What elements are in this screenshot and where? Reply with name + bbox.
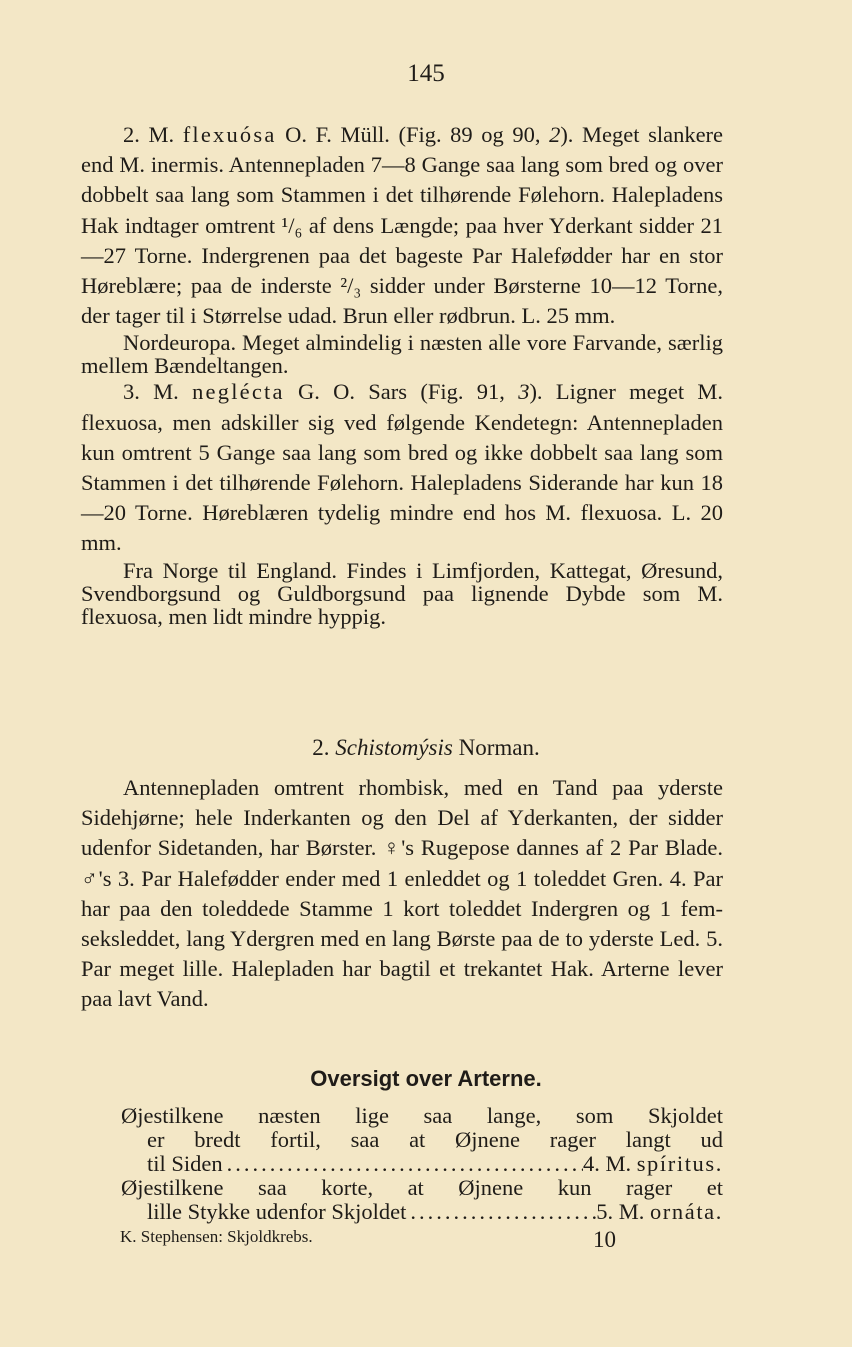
genus-name: Schistomýsis [335,735,453,760]
species-2-name: flexuósa [182,122,277,147]
genus-number: 2. [312,735,330,760]
page-number: 145 [407,60,445,87]
footer-author: K. Stephensen: Skjoldkrebs. [120,1227,313,1246]
species-2-paragraph [81,120,723,331]
species-2-distribution: Nordeuropa. Meget almindelig i næsten alle vore Farvande, særlig mellem Bændeltangen. [81,330,723,379]
key-entry-1-result-number: 4. M. [582,1151,632,1176]
species-section [81,120,723,628]
species-3-genus: M. [153,379,179,405]
genus-section [81,773,723,1015]
leader-dots [223,1152,583,1176]
key-entry-1-text: til Siden [147,1151,223,1176]
species-3-name: neglécta [192,379,285,405]
signature-mark: 10 [593,1227,616,1252]
leader-dots [406,1200,596,1224]
key-entry-2-line-1: Øjestilkene saa korte, at Øjnene kun rager et [121,1175,723,1200]
species-2-fig-number: 2 [549,122,561,147]
genus-description: Antennepladen omtrent rhombisk, med en Tand paa yderste Sidehjørne; hele Inderkanten og den Del af Yderkanten, der sidder udenfor Sidetanden, har Børster. ♀'s Rugepose dannes af 2 Par Blade. ♂'s 3. Par Halefødder ender med 1 enleddet og 1 toleddet Gren. 4. Par har paa den toleddede Stamme 1 kort toleddet Indergren og 1 fem-seksleddet, lang Ydergren med en lang Børste paa de to yderste Led. 5. Par meget lille. Halepladen har bagtil et trekantet Hak. Arterne lever paa lavt Vand. [81,775,723,1012]
key-entry-2-result [596,1200,723,1224]
key-entry-1-line-1: Øjestilkene næsten lige saa lange, som Skjoldet [121,1103,723,1128]
species-2-number: 2. [123,122,140,147]
key-entry-2-result-number: 5. M. [596,1199,645,1224]
species-2-text-start: O. F. Müll. (Fig. 89 og 90, [285,122,541,147]
key-entry-2-line-2 [121,1200,723,1224]
key-entry-1-result-name: spíritus. [636,1151,723,1176]
key-entry-2-text: lille Stykke udenfor Skjoldet [147,1199,407,1224]
species-3-distribution: Fra Norge til England. Findes i Limfjorden, Kattegat, Øresund, Svendborgsund og Guldborgsund paa lignende Dybde som M. flexuosa, men lidt mindre hyppig. [81,557,723,629]
genus-author: Norman. [458,735,540,760]
species-3-fig-number: 3 [518,379,530,405]
species-2-genus: M. [148,122,175,147]
key-entry-1-result [583,1152,723,1176]
species-3-number: 3. [123,379,140,405]
species-2-text: ). Meget slankere end M. inermis. Antennepladen 7—8 Gange saa lang som bred og over dobbelt saa lang som Stammen i det tilhørende Følehorn. Halepladens Hak indtager omtrent ¹/₆ af dens Længde; paa hver Yderkant sidder 21—27 Torne. Indergrenen paa det bageste Par Halefødder har en stor Høreblære; paa de inderste ²/₃ sidder under Børsterne 10—12 Torne, der tager til i Størrelse udad. Brun eller rødbrun. L. 25 mm. [81,122,724,329]
species-key [121,1104,723,1224]
species-3-paragraph [81,377,723,558]
species-3-text-start: G. O. Sars (Fig. 91, [297,379,505,405]
genus-heading [0,735,852,761]
key-heading: Oversigt over Arterne. [310,1066,542,1091]
species-3-text: ). Ligner meget M. flexuosa, men adskiller sig ved følgende Kendetegn: Antennepladen kun omtrent 5 Gange saa lang som bred og ikke dobbelt saa lang som Stammen i det tilhørende Følehorn. Halepladens Siderande har kun 18—20 Torne. Høreblæren tydelig mindre end hos M. flexuosa. L. 20 mm. [81,379,724,556]
key-entry-1-line-2: er bredt fortil, saa at Øjnene rager langt ud [147,1127,723,1152]
key-entry-2-result-name: ornáta. [649,1199,723,1224]
key-entry-1-line-3 [121,1152,723,1176]
